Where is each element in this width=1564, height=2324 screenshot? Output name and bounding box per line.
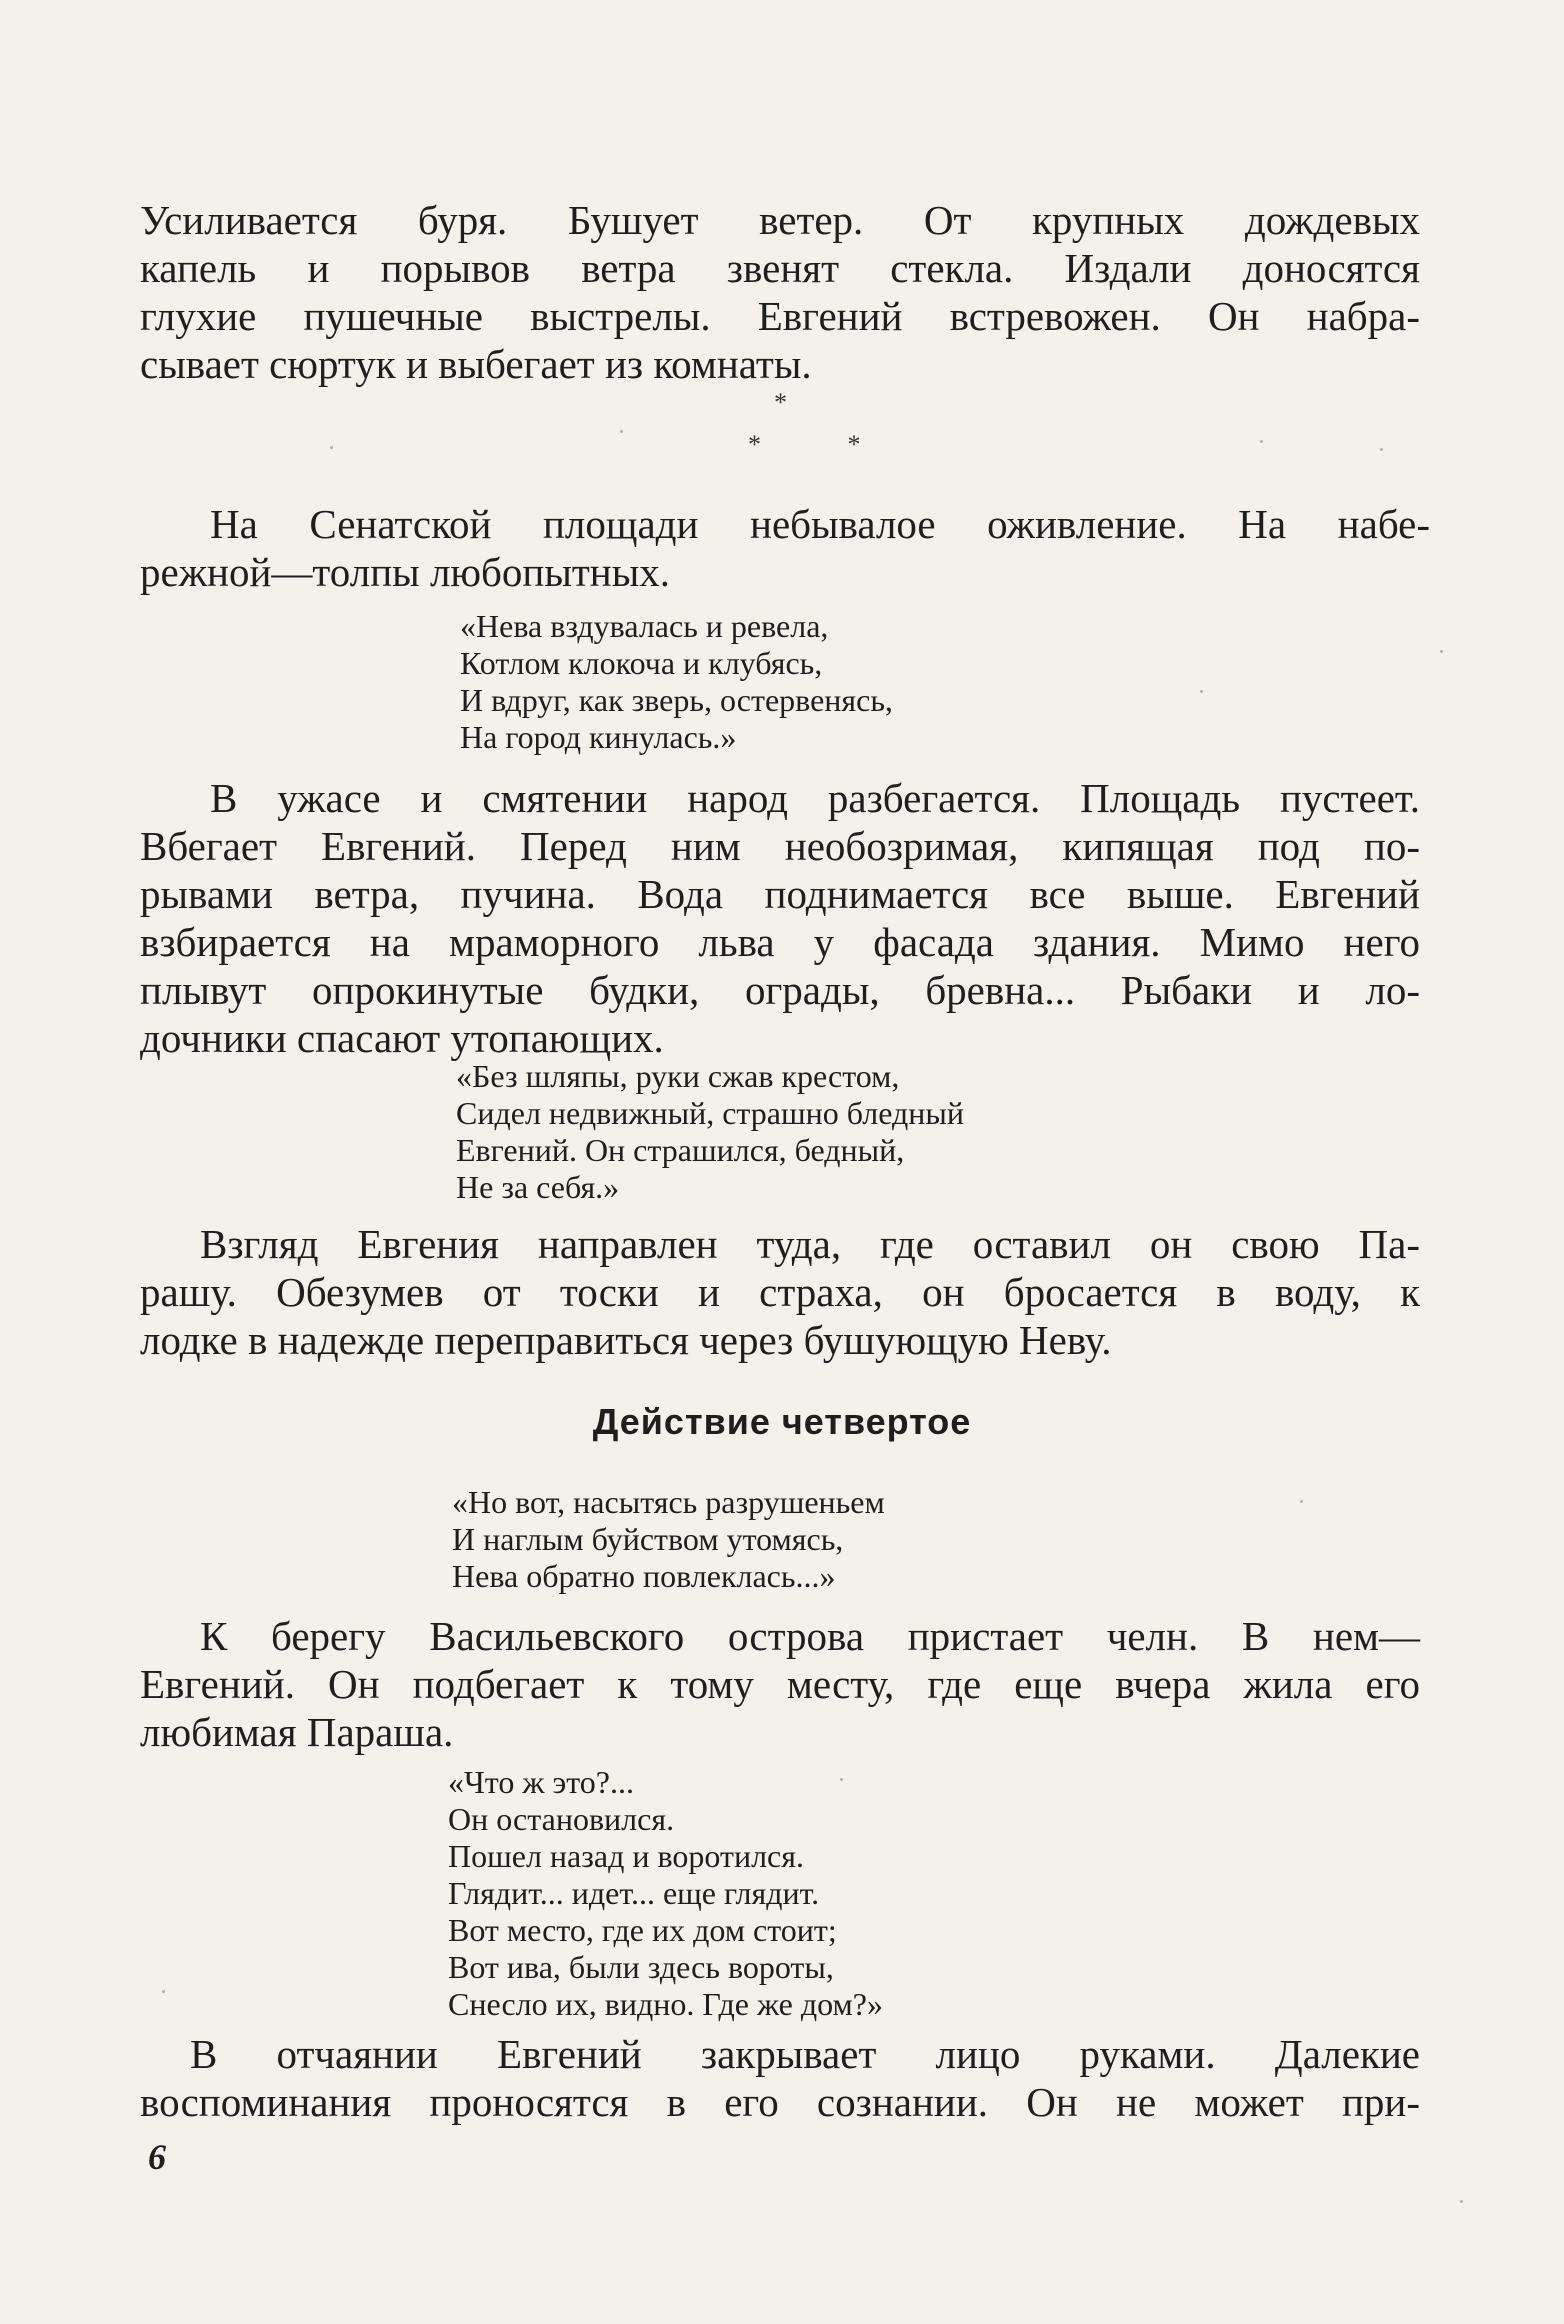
verse-line: Котлом клокоча и клубясь, <box>460 645 823 681</box>
verse-line: Он остановился. <box>448 1801 675 1837</box>
text-line: глухие пушечные выстрелы. Евгений встревожен. Он набра- <box>140 293 1420 339</box>
verse-line: «Без шляпы, руки сжав крестом, <box>456 1058 900 1094</box>
text-line: воспоминания проносятся в его сознании. Он не может при- <box>140 2079 1420 2125</box>
paragraph-storm <box>140 196 1420 388</box>
scan-speck <box>1440 650 1443 653</box>
verse-line: Сидел недвижный, страшно бледный <box>456 1095 965 1131</box>
paragraph-vasilievsky <box>140 1612 1420 1756</box>
text-line: Евгений. Он подбегает к тому месту, где еще вчера жила его <box>140 1661 1420 1707</box>
verse-line: Вот ива, были здесь вороты, <box>448 1949 834 1985</box>
paragraph-senate-square-cont <box>140 548 1420 596</box>
separator-bottom: * * <box>748 430 901 459</box>
paragraph-parasha <box>140 1220 1420 1364</box>
verse-line: «Что ж это?... <box>448 1764 634 1800</box>
scan-speck <box>620 430 623 433</box>
verse-line: Вот место, где их дом стоит; <box>448 1912 837 1948</box>
text-line: На Сенатской площади небывалое оживление. На набе- <box>210 501 1430 547</box>
paragraph-despair <box>140 2030 1420 2126</box>
text-line: любимая Параша. <box>140 1709 454 1755</box>
text-line: лодке в надежде переправиться через бушующую Неву. <box>140 1317 1112 1363</box>
text-line: капель и порывов ветра звенят стекла. Издали доносятся <box>140 245 1420 291</box>
verse-line: Не за себя.» <box>456 1169 620 1205</box>
paragraph-flood <box>140 774 1420 1062</box>
verse-line: Снесло их, видно. Где же дом?» <box>448 1986 883 2022</box>
scan-speck <box>1200 690 1203 693</box>
text-line: плывут опрокинутые будки, ограды, бревна... Рыбаки и ло- <box>140 967 1420 1013</box>
text-line: режной—толпы любопытных. <box>140 549 671 595</box>
text-line: Вбегает Евгений. Перед ним необозримая, кипящая под по- <box>140 823 1420 869</box>
separator-top: * <box>774 388 827 417</box>
verse-line: Глядит... идет... еще глядит. <box>448 1875 820 1911</box>
text-line: сывает сюртук и выбегает из комнаты. <box>140 341 812 387</box>
verse-line: И вдруг, как зверь, остервенясь, <box>460 682 893 718</box>
scan-speck <box>1260 440 1263 443</box>
scan-speck <box>1460 2200 1463 2203</box>
scan-speck <box>162 1990 165 1993</box>
verse-line: Евгений. Он страшился, бедный, <box>456 1132 905 1168</box>
text-line: В отчаянии Евгений закрывает лицо руками. Далекие <box>190 2031 1420 2077</box>
act-heading: Действие четвертое <box>592 1401 972 1442</box>
verse-line: И наглым буйством утомясь, <box>452 1521 844 1557</box>
verse-neva <box>460 608 893 756</box>
verse-line: Пошел назад и воротился. <box>448 1838 804 1874</box>
scan-speck <box>1300 1500 1303 1503</box>
scan-speck <box>1380 448 1383 451</box>
text-line: В ужасе и смятении народ разбегается. Площадь пустеет. <box>210 775 1420 821</box>
text-line: рашу. Обезумев от тоски и страха, он бросается в воду, к <box>140 1269 1420 1315</box>
text-line: Усиливается буря. Бушует ветер. От крупных дождевых <box>140 197 1420 243</box>
verse-evgeny <box>456 1058 964 1206</box>
scan-speck <box>840 1778 843 1781</box>
verse-line: Нева обратно повлеклась...» <box>452 1558 836 1594</box>
verse-neva-returns <box>452 1484 885 1595</box>
text-line: взбирается на мраморного льва у фасада здания. Мимо него <box>140 919 1420 965</box>
text-line: К берегу Васильевского острова пристает челн. В нем— <box>200 1613 1420 1659</box>
text-line: дочники спасают утопающих. <box>140 1015 664 1061</box>
paragraph-senate-square <box>210 500 1430 548</box>
page-number: 6 <box>148 2137 166 2177</box>
verse-what-is-this <box>448 1764 883 2023</box>
verse-line: «Но вот, насытясь разрушеньем <box>452 1484 885 1520</box>
scan-speck <box>330 446 333 449</box>
verse-line: «Нева вздувалась и ревела, <box>460 608 829 644</box>
verse-line: На город кинулась.» <box>460 719 737 755</box>
text-line: рывами ветра, пучина. Вода поднимается все выше. Евгений <box>140 871 1420 917</box>
text-line: Взгляд Евгения направлен туда, где оставил он свою Па- <box>200 1221 1420 1267</box>
